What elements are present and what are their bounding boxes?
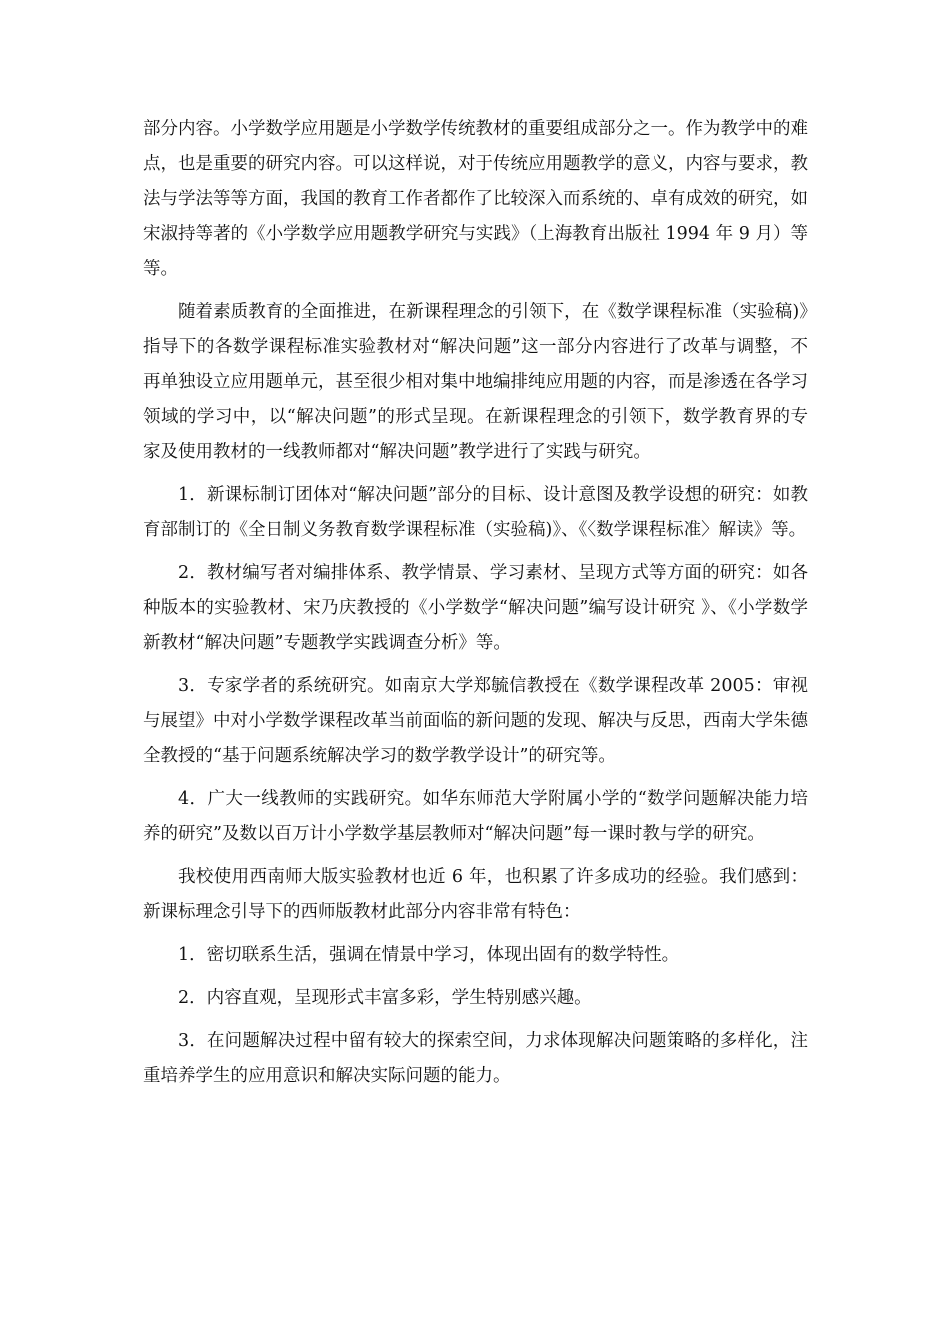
document-body <box>143 112 808 1102</box>
paragraph-feature-3: 3．在问题解决过程中留有较大的探索空间，力求体现解决问题策略的多样化，注重培养学生的应用意识和解决实际问题的能力。 <box>143 1031 808 1086</box>
paragraph-research-item-2: 2．教材编写者对编排体系、教学情景、学习素材、呈现方式等方面的研究：如各种版本的实验教材、宋乃庆教授的《小学数学“解决问题”编写设计研究 》、《小学数学新教材“解决问题”专题教学实践调查分析》等。 <box>143 563 808 653</box>
paragraph-background: 随着素质教育的全面推进，在新课程理念的引领下，在《数学课程标准（实验稿)》指导下的各数学课程标准实验教材对“解决问题”这一部分内容进行了改革与调整，不再单独设立应用题单元，甚至很少相对集中地编排纯应用题的内容，而是渗透在各学习领域的学习中，以“解决问题”的形式呈现。在新课程理念的引领下，数学教育界的专家及使用教材的一线教师都对“解决问题”教学进行了实践与研究。 <box>143 302 808 462</box>
paragraph-research-item-4: 4．广大一线教师的实践研究。如华东师范大学附属小学的“数学问题解决能力培养的研究”及数以百万计小学数学基层教师对“解决问题”每一课时教与学的研究。 <box>143 789 808 844</box>
paragraph-school-experience: 我校使用西南师大版实验教材也近 6 年，也积累了许多成功的经验。我们感到：新课标理念引导下的西师版教材此部分内容非常有特色： <box>143 867 808 922</box>
paragraph-continuation: 部分内容。小学数学应用题是小学数学传统教材的重要组成部分之一。作为教学中的难点，也是重要的研究内容。可以这样说，对于传统应用题教学的意义，内容与要求，教法与学法等等方面，我国的教育工作者都作了比较深入而系统的、卓有成效的研究，如宋淑持等著的《小学数学应用题教学研究与实践》（上海教育出版社 1994 年 9 月）等等。 <box>143 119 808 279</box>
paragraph-feature-2: 2．内容直观，呈现形式丰富多彩，学生特别感兴趣。 <box>178 988 592 1008</box>
paragraph-research-item-3: 3．专家学者的系统研究。如南京大学郑毓信教授在《数学课程改革 2005：审视与展望》中对小学数学课程改革当前面临的新问题的发现、解决与反思，西南大学朱德全教授的“基于问题系统解决学习的数学教学设计”的研究等。 <box>143 676 808 766</box>
paragraph-feature-1: 1．密切联系生活，强调在情景中学习，体现出固有的数学特性。 <box>178 945 680 965</box>
paragraph-research-item-1: 1．新课标制订团体对“解决问题”部分的目标、设计意图及教学设想的研究：如教育部制订的《全日制义务教育数学课程标准（实验稿)》、《〈数学课程标准〉解读》等。 <box>143 485 808 540</box>
